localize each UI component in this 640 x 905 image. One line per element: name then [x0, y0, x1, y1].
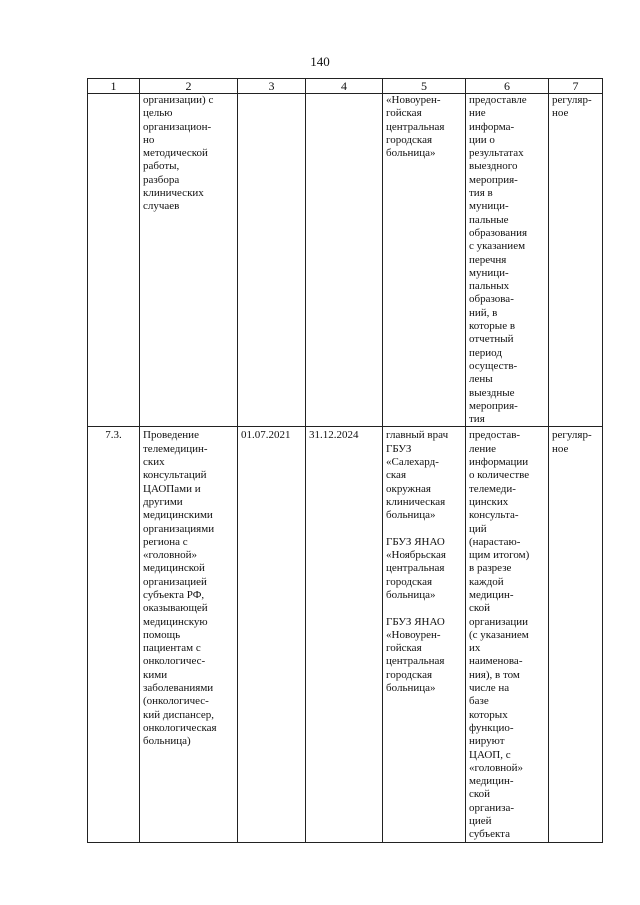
activity-name: Проведение телемедицин- ских консультаций ЦАОПами и другими медицинскими организациями региона с «головной» медицинской организацией субъекта РФ, оказывающей медицинскую помощь пациентам с онкологичес- кими заболеваниями (онкологичес- кий диспансер, онкологическая больница) — [140, 427, 238, 842]
column-header: 6 — [466, 79, 549, 94]
row-number — [88, 94, 140, 427]
activity-name: организации) с целью организацион- но методической работы, разбора клинических случаев — [140, 94, 238, 427]
end-date — [306, 94, 383, 427]
column-header: 1 — [88, 79, 140, 94]
column-header: 7 — [549, 79, 603, 94]
table-row — [88, 94, 603, 427]
column-header: 2 — [140, 79, 238, 94]
page-number: 140 — [310, 54, 330, 69]
header-row — [88, 79, 603, 94]
result: предоставле ние информа- ции о результатах выездного мероприя- тия в муници- пальные образования с указанием перечня муници- пальных образова- ний, в которые в отчетный период осуществ- лены выездные мероприя- тия — [466, 94, 549, 427]
responsible: главный врач ГБУЗ «Салехард- ская окружная клиническая больница» ГБУЗ ЯНАО «Ноябрьская центральная городская больница» ГБУЗ ЯНАО «Новоурен- гойская центральная городская больница» — [383, 427, 466, 842]
result: предостав- ление информации о количестве телемеди- цинских консульта- ций (нарастаю- щим итогом) в разрезе каждой медицин- ской организации (с указанием их наименова- ния), в том числе на базе которых функцио- нируют ЦАОП, с «головной» медицин- ской организа- цией субъекта — [466, 427, 549, 842]
column-header: 3 — [238, 79, 306, 94]
start-date — [238, 94, 306, 427]
responsible: «Новоурен- гойская центральная городская больница» — [383, 94, 466, 427]
table-row — [88, 427, 603, 842]
periodicity: регуляр- ное — [549, 427, 603, 842]
column-header: 4 — [306, 79, 383, 94]
start-date: 01.07.2021 — [238, 427, 306, 842]
end-date: 31.12.2024 — [306, 427, 383, 842]
column-header: 5 — [383, 79, 466, 94]
plan-table — [87, 78, 603, 843]
periodicity: регуляр- ное — [549, 94, 603, 427]
row-number: 7.3. — [88, 427, 140, 842]
